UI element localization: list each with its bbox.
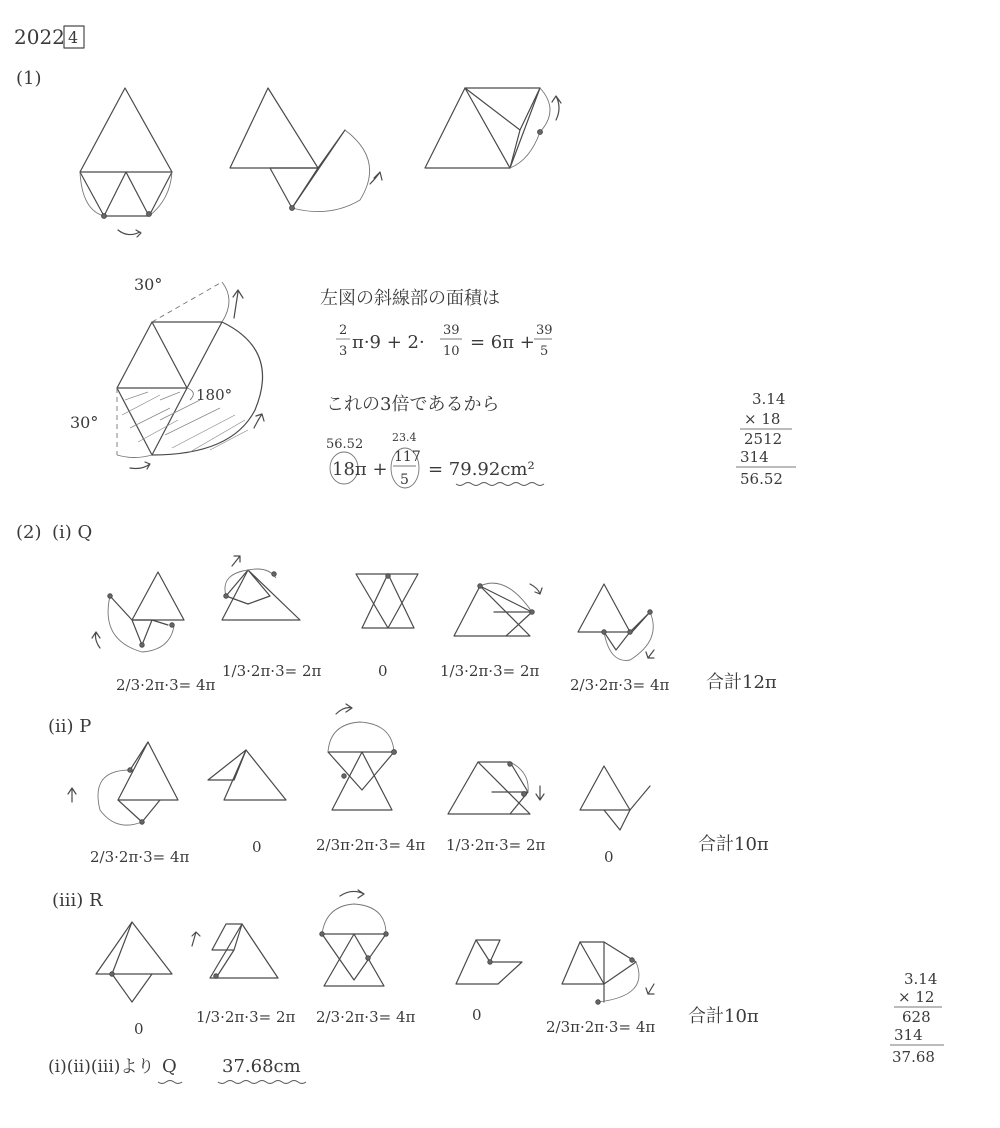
- case-p-formula-5: 0: [604, 848, 614, 866]
- part1-main-figure: [117, 282, 264, 469]
- conclusion-point: Q: [162, 1056, 177, 1077]
- expr-equals: = 6π +: [470, 332, 535, 353]
- calc1-line3: 2512: [744, 430, 783, 448]
- case-p-formula-2: 0: [252, 838, 262, 856]
- calc1-line1: 3.14: [752, 390, 786, 408]
- calc2-line4: 314: [894, 1026, 923, 1044]
- case-r-formula-2: 1/3·2π·3= 2π: [196, 1008, 296, 1026]
- calc2-line2: × 12: [898, 988, 935, 1006]
- case-p-formula-1: 2/3·2π·3= 4π: [90, 848, 190, 866]
- case-p-figure-1: [68, 742, 178, 825]
- expr-result-numerator: 39: [536, 323, 553, 338]
- case-q-formula-4: 1/3·2π·3= 2π: [440, 662, 540, 680]
- case-r-total: 合計10π: [688, 1006, 759, 1027]
- calc1-line5: 56.52: [740, 470, 783, 488]
- case-p-figure-5: [580, 766, 650, 830]
- final-term1: 18π +: [332, 459, 388, 480]
- case-r-label: (iii) R: [52, 890, 103, 911]
- case-r-figure-5: [562, 942, 654, 1004]
- case-r-figure-2: [192, 924, 278, 978]
- calc1-line4: 314: [740, 448, 769, 466]
- case-r-formula-5: 2/3π·2π·3= 4π: [546, 1018, 656, 1036]
- case-q-formula-2: 1/3·2π·3= 2π: [222, 662, 322, 680]
- part2-label: (2): [16, 522, 42, 543]
- expr-rest: π·9 + 2·: [352, 332, 425, 353]
- case-p-figure-4: [448, 762, 544, 814]
- case-q-figure-1: [92, 572, 184, 652]
- part1-figure-1: [80, 88, 172, 237]
- case-q-figure-3: [356, 574, 418, 628]
- calc2-line5: 37.68: [892, 1048, 935, 1066]
- part1-side-calc: [736, 390, 796, 488]
- case-p-formula-4: 1/3·2π·3= 2π: [446, 836, 546, 854]
- angle-left-label: 30°: [70, 413, 99, 432]
- case-r-figure-4: [456, 940, 522, 984]
- case-r-formula-4: 0: [472, 1006, 482, 1024]
- expr-frac-numerator: 39: [443, 323, 460, 338]
- case-q-figure-2: [222, 556, 300, 620]
- case-q-figure-4: [454, 583, 542, 636]
- part1-note-line2: これの3倍であるから: [326, 394, 500, 415]
- year-label: 2022: [14, 25, 65, 49]
- calc2-line1: 3.14: [904, 970, 938, 988]
- case-r-formula-3: 2/3·2π·3= 4π: [316, 1008, 416, 1026]
- problem-number: 4: [68, 28, 79, 47]
- conclusion-prefix: (i)(ii)(iii)より: [48, 1057, 155, 1077]
- case-p-formula-3: 2/3π·2π·3= 4π: [316, 836, 426, 854]
- part1-label: (1): [16, 68, 42, 89]
- expr-coef-numerator: 2: [339, 323, 348, 338]
- case-q-total: 合計12π: [706, 672, 777, 693]
- final-answer: = 79.92cm²: [428, 459, 535, 480]
- expr-frac-denominator: 10: [443, 344, 460, 359]
- case-q-label: (i) Q: [52, 522, 93, 543]
- angle-top-label: 30°: [134, 275, 163, 294]
- angle-center-label: 180°: [196, 386, 233, 404]
- final-denominator: 5: [400, 472, 409, 488]
- case-p-label: (ii) P: [48, 716, 92, 737]
- case-r-formula-1: 0: [134, 1020, 144, 1038]
- conclusion-answer: 37.68cm: [222, 1056, 301, 1077]
- part1-final-expression: [326, 431, 544, 488]
- case-q-formula-1: 2/3·2π·3= 4π: [116, 676, 216, 694]
- case-q-formula-3: 0: [378, 662, 388, 680]
- expr-result-denominator: 5: [540, 344, 549, 359]
- case-r-figure-3: [320, 890, 389, 986]
- case-q-formula-5: 2/3·2π·3= 4π: [570, 676, 670, 694]
- final-numerator: 117: [394, 449, 421, 465]
- calc2-line3: 628: [902, 1008, 931, 1026]
- part1-figure-2: [230, 88, 382, 212]
- part2-side-calc: [890, 970, 944, 1066]
- part1-note-line1: 左図の斜線部の面積は: [320, 288, 500, 309]
- case-p-figure-2: [208, 750, 286, 800]
- part1-expression: [336, 323, 553, 359]
- calc1-line2: × 18: [744, 410, 781, 428]
- expr-coef-denominator: 3: [339, 344, 348, 359]
- case-q-figure-5: [578, 584, 654, 660]
- part1-figure-3: [425, 88, 561, 168]
- final-note-b: 23.4: [392, 431, 417, 444]
- case-p-total: 合計10π: [698, 834, 769, 855]
- case-r-figure-1: [96, 922, 172, 1002]
- final-note-a: 56.52: [326, 437, 364, 452]
- case-p-figure-3: [328, 704, 397, 810]
